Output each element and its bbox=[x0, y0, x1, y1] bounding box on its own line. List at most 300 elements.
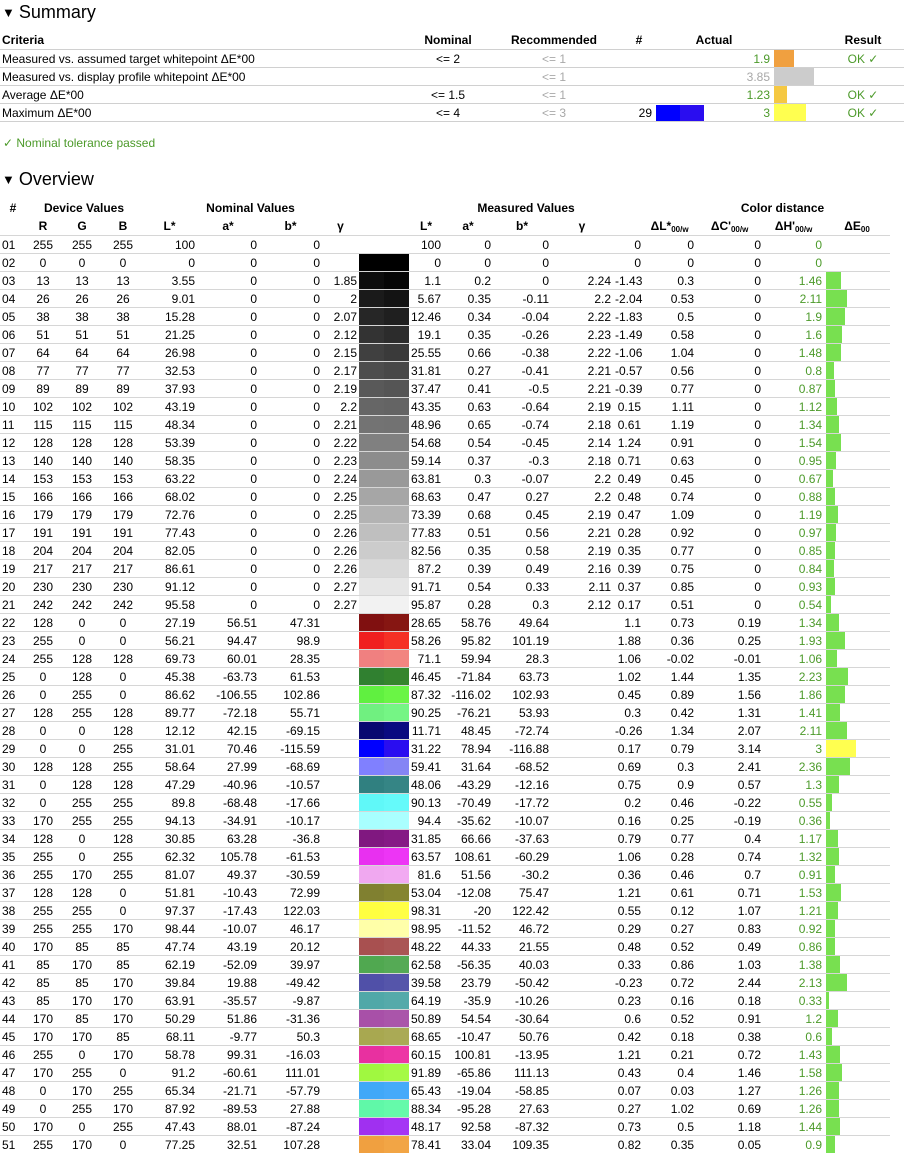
nominal-l-cell: 15.28 bbox=[142, 308, 197, 326]
measured-b-cell: -0.64 bbox=[493, 398, 551, 416]
delta-e-cell: 0.92 bbox=[763, 920, 824, 938]
overview-row bbox=[0, 1118, 906, 1136]
delta-e-cell: 0.97 bbox=[763, 524, 824, 542]
measured-gamma-cell bbox=[551, 1118, 613, 1136]
delta-e-bar-cell bbox=[824, 1010, 890, 1028]
nominal-gamma-cell: 2.26 bbox=[322, 524, 359, 542]
summary-recommended-cell: <= 1 bbox=[484, 68, 624, 86]
patch-swatch bbox=[359, 956, 409, 974]
nominal-l-cell: 50.29 bbox=[142, 1010, 197, 1028]
patch-swatch bbox=[359, 290, 409, 308]
delta-c-cell: -0.02 bbox=[643, 650, 696, 668]
measured-a-cell: 78.94 bbox=[443, 740, 493, 758]
nominal-b-cell: -69.15 bbox=[259, 722, 322, 740]
delta-e-bar-cell bbox=[824, 578, 890, 596]
nominal-color-swatch bbox=[359, 344, 384, 361]
delta-l-cell: 1.1 bbox=[613, 614, 643, 632]
nominal-a-cell: 60.01 bbox=[197, 650, 259, 668]
measured-color-swatch bbox=[384, 650, 409, 667]
device-b-cell: 128 bbox=[104, 650, 142, 668]
delta-h-cell: 0.57 bbox=[696, 776, 763, 794]
collapse-triangle-icon[interactable]: ▼ bbox=[2, 172, 15, 187]
delta-h-cell: 0.83 bbox=[696, 920, 763, 938]
delta-e-cell: 0 bbox=[763, 236, 824, 254]
nominal-b-cell: 50.3 bbox=[259, 1028, 322, 1046]
device-b-cell: 128 bbox=[104, 776, 142, 794]
patch-number-cell: 42 bbox=[0, 974, 26, 992]
collapse-triangle-icon[interactable]: ▼ bbox=[2, 5, 15, 20]
delta-h-cell: 0.18 bbox=[696, 992, 763, 1010]
nominal-l-cell: 21.25 bbox=[142, 326, 197, 344]
delta-e-bar-cell bbox=[824, 650, 890, 668]
delta-e-cell: 1.26 bbox=[763, 1100, 824, 1118]
summary-actual-bar bbox=[774, 50, 794, 67]
patch-swatch bbox=[359, 992, 409, 1010]
measured-l-cell: 59.41 bbox=[411, 759, 442, 774]
measured-color-swatch bbox=[384, 974, 409, 991]
overview-row bbox=[0, 416, 906, 434]
measured-a-cell: 92.58 bbox=[443, 1118, 493, 1136]
patch-number-cell: 08 bbox=[0, 362, 26, 380]
delta-c-cell: 1.09 bbox=[643, 506, 696, 524]
actual-header: Actual bbox=[695, 33, 733, 47]
nominal-a-cell: 63.28 bbox=[197, 830, 259, 848]
measured-a-cell: 100.81 bbox=[443, 1046, 493, 1064]
nominal-gamma-cell bbox=[322, 1064, 359, 1082]
delta-e-bar-cell bbox=[824, 920, 890, 938]
nominal-a-header: a* bbox=[222, 219, 234, 233]
device-b-cell: 170 bbox=[104, 992, 142, 1010]
nominal-l-cell: 77.43 bbox=[142, 524, 197, 542]
overview-row bbox=[0, 812, 906, 830]
measured-l-cell: 91.71 bbox=[411, 579, 442, 594]
delta-h-cell: 0.4 bbox=[696, 830, 763, 848]
delta-e-bar bbox=[826, 524, 836, 541]
measured-a-cell: 0 bbox=[443, 236, 493, 254]
measured-gamma-cell: 2.19 bbox=[551, 542, 613, 560]
delta-e-bar-cell bbox=[824, 1082, 890, 1100]
nominal-gamma-cell: 2.26 bbox=[322, 560, 359, 578]
patch-number-cell: 16 bbox=[0, 506, 26, 524]
device-r-cell: 26 bbox=[26, 290, 60, 308]
delta-e-bar-cell bbox=[824, 1118, 890, 1136]
measured-gamma-cell: 2.14 bbox=[551, 434, 613, 452]
measured-l-cell: 25.55 bbox=[411, 345, 442, 360]
measured-b-cell: 75.47 bbox=[493, 884, 551, 902]
nominal-l-cell: 56.21 bbox=[142, 632, 197, 650]
delta-e-bar-cell bbox=[824, 290, 890, 308]
device-g-cell: 255 bbox=[60, 236, 104, 254]
device-g-cell: 255 bbox=[60, 794, 104, 812]
measured-l-cell: 91.89 bbox=[411, 1065, 442, 1080]
delta-h-cell: 2.44 bbox=[696, 974, 763, 992]
patch-number-cell: 29 bbox=[0, 740, 26, 758]
delta-e-cell: 1.34 bbox=[763, 614, 824, 632]
overview-row bbox=[0, 542, 906, 560]
delta-l-cell: 0.15 bbox=[613, 398, 643, 416]
device-r-cell: 170 bbox=[26, 1064, 60, 1082]
measured-b-cell: -58.85 bbox=[493, 1082, 551, 1100]
measured-l-cell: 77.83 bbox=[411, 525, 442, 540]
delta-e-bar-cell bbox=[824, 434, 890, 452]
delta-e-cell: 1.26 bbox=[763, 1082, 824, 1100]
measured-a-cell: 0.27 bbox=[443, 362, 493, 380]
summary-result-cell: OK ✓ bbox=[822, 104, 904, 122]
delta-h-cell: -0.01 bbox=[696, 650, 763, 668]
patch-number-cell: 51 bbox=[0, 1136, 26, 1154]
delta-e-cell: 0.93 bbox=[763, 578, 824, 596]
overview-row bbox=[0, 632, 906, 650]
nominal-gamma-cell bbox=[322, 740, 359, 758]
delta-e-cell: 1.48 bbox=[763, 344, 824, 362]
nominal-a-cell: 0 bbox=[197, 434, 259, 452]
nominal-gamma-cell bbox=[322, 776, 359, 794]
summary-bar-cell bbox=[774, 86, 822, 104]
nominal-a-cell: 0 bbox=[197, 560, 259, 578]
device-r-cell: 128 bbox=[26, 614, 60, 632]
measured-l-cell: 94.4 bbox=[409, 812, 443, 830]
delta-l-cell: 1.24 bbox=[613, 434, 643, 452]
nominal-l-cell: 63.91 bbox=[142, 992, 197, 1010]
delta-l-cell: -1.43 bbox=[615, 273, 643, 288]
delta-e-bar-cell bbox=[824, 956, 890, 974]
delta-e-bar bbox=[826, 794, 832, 811]
device-b-cell: 170 bbox=[104, 1046, 142, 1064]
overview-row bbox=[0, 1082, 906, 1100]
delta-l-cell: 1.21 bbox=[613, 1046, 643, 1064]
measured-l-cell: 58.26 bbox=[411, 633, 442, 648]
nominal-l-cell: 95.58 bbox=[142, 596, 197, 614]
measured-gamma-cell bbox=[551, 812, 613, 830]
measured-a-cell: -71.84 bbox=[443, 668, 493, 686]
delta-h-cell: 2.41 bbox=[696, 758, 763, 776]
nominal-a-cell: -72.18 bbox=[197, 704, 259, 722]
nominal-color-swatch bbox=[359, 902, 384, 919]
measured-b-cell: -30.64 bbox=[493, 1010, 551, 1028]
patch-swatch bbox=[359, 902, 409, 920]
patch-swatch bbox=[359, 596, 409, 614]
nominal-b-cell: 0 bbox=[259, 596, 322, 614]
delta-l-cell: 0.23 bbox=[613, 992, 643, 1010]
delta-h-cell: 0 bbox=[696, 380, 763, 398]
delta-e-bar bbox=[826, 974, 847, 991]
measured-color-swatch bbox=[384, 290, 409, 307]
delta-h-cell: 1.03 bbox=[696, 956, 763, 974]
delta-e-bar bbox=[826, 668, 848, 685]
device-r-cell: 115 bbox=[26, 416, 60, 434]
nominal-color-swatch bbox=[359, 326, 384, 343]
measured-b-cell: -0.5 bbox=[493, 380, 551, 398]
nominal-l-cell: 72.76 bbox=[142, 506, 197, 524]
delta-e-bar-cell bbox=[824, 992, 890, 1010]
device-g-cell: 89 bbox=[60, 380, 104, 398]
measured-a-cell: -10.47 bbox=[443, 1028, 493, 1046]
delta-h-cell: 0 bbox=[696, 272, 763, 290]
measured-a-cell: 58.76 bbox=[443, 614, 493, 632]
criteria-header: Criteria bbox=[2, 33, 45, 47]
delta-c-cell: 0.79 bbox=[643, 740, 696, 758]
delta-e-cell: 1.06 bbox=[763, 650, 824, 668]
measured-gamma-cell bbox=[551, 668, 613, 686]
delta-l-cell: 0.6 bbox=[613, 1010, 643, 1028]
device-b-cell: 0 bbox=[104, 668, 142, 686]
delta-e-cell: 1.44 bbox=[763, 1118, 824, 1136]
nominal-color-swatch bbox=[359, 776, 384, 793]
measured-color-swatch bbox=[384, 920, 409, 937]
summary-recommended-cell: <= 1 bbox=[484, 86, 624, 104]
nominal-l-cell: 94.13 bbox=[142, 812, 197, 830]
delta-e-bar-cell bbox=[824, 506, 890, 524]
nominal-gamma-cell bbox=[322, 1136, 359, 1154]
measured-gamma-cell bbox=[551, 236, 613, 254]
device-b-cell: 115 bbox=[104, 416, 142, 434]
device-r-cell: 255 bbox=[26, 650, 60, 668]
measured-color-swatch bbox=[384, 488, 409, 505]
nominal-l-cell: 27.19 bbox=[142, 614, 197, 632]
measured-color-swatch bbox=[384, 740, 409, 757]
nominal-b-cell: -87.24 bbox=[259, 1118, 322, 1136]
patch-number-cell: 12 bbox=[0, 434, 26, 452]
delta-e-bar-cell bbox=[824, 596, 890, 614]
measured-a-cell: 0.41 bbox=[443, 380, 493, 398]
delta-e-cell: 1.19 bbox=[763, 506, 824, 524]
patch-number-cell: 15 bbox=[0, 488, 26, 506]
device-g-cell: 102 bbox=[60, 398, 104, 416]
device-g-cell: 128 bbox=[60, 434, 104, 452]
delta-h-cell: 0.49 bbox=[696, 938, 763, 956]
device-b-cell: 170 bbox=[104, 1010, 142, 1028]
overview-title[interactable] bbox=[2, 169, 94, 190]
delta-e-bar-cell bbox=[824, 848, 890, 866]
nominal-gamma-cell bbox=[322, 1118, 359, 1136]
delta-c-cell: 0.52 bbox=[643, 1010, 696, 1028]
measured-a-cell: 0.65 bbox=[443, 416, 493, 434]
patch-swatch bbox=[359, 632, 409, 650]
nominal-gamma-cell bbox=[322, 668, 359, 686]
device-b-cell: 26 bbox=[104, 290, 142, 308]
measured-a-cell: -76.21 bbox=[443, 704, 493, 722]
summary-title[interactable] bbox=[2, 2, 96, 23]
summary-num-cell bbox=[624, 86, 654, 104]
delta-e-bar bbox=[826, 992, 829, 1009]
overview-row bbox=[0, 902, 906, 920]
patch-number-cell: 49 bbox=[0, 1100, 26, 1118]
delta-h-cell: 0.72 bbox=[696, 1046, 763, 1064]
delta-h-cell: 2.07 bbox=[696, 722, 763, 740]
measured-color-swatch bbox=[384, 614, 409, 631]
device-g-cell: 85 bbox=[60, 974, 104, 992]
delta-c-cell: 0.3 bbox=[643, 272, 696, 290]
device-r-cell: 170 bbox=[26, 1028, 60, 1046]
delta-h-cell: 0 bbox=[696, 560, 763, 578]
patch-swatch bbox=[359, 470, 409, 488]
delta-e-bar bbox=[826, 776, 839, 793]
summary-actual-cell bbox=[654, 86, 774, 104]
measured-l-cell: 59.14 bbox=[411, 453, 442, 468]
nominal-b-cell: 0 bbox=[259, 452, 322, 470]
measured-gamma-cell bbox=[551, 740, 613, 758]
patch-swatch bbox=[359, 434, 409, 452]
nominal-b-cell: 0 bbox=[259, 434, 322, 452]
delta-l-cell: 0.29 bbox=[613, 920, 643, 938]
delta-l-cell: 0.17 bbox=[613, 596, 643, 614]
result-header: Result bbox=[844, 33, 882, 47]
nominal-color-swatch bbox=[359, 974, 384, 991]
delta-e-cell: 1.46 bbox=[763, 272, 824, 290]
delta-e-bar-cell bbox=[824, 884, 890, 902]
nominal-gamma-cell: 2.27 bbox=[322, 596, 359, 614]
delta-e-bar bbox=[826, 614, 839, 631]
device-b-cell: 85 bbox=[104, 938, 142, 956]
measured-gamma-cell bbox=[551, 884, 613, 902]
delta-c-cell: 0.86 bbox=[643, 956, 696, 974]
overview-row bbox=[0, 488, 906, 506]
device-b-cell: 153 bbox=[104, 470, 142, 488]
measured-l-cell: 31.81 bbox=[411, 363, 442, 378]
summary-num-cell bbox=[624, 50, 654, 68]
delta-l-cell: 0.35 bbox=[613, 542, 643, 560]
nominal-a-cell: 42.15 bbox=[197, 722, 259, 740]
device-g-cell: 0 bbox=[60, 848, 104, 866]
measured-gamma-cell bbox=[551, 1046, 613, 1064]
nominal-color-swatch bbox=[359, 236, 384, 253]
measured-color-swatch bbox=[384, 1100, 409, 1117]
device-b-cell: 255 bbox=[104, 848, 142, 866]
nominal-b-cell: 0 bbox=[259, 380, 322, 398]
measured-color-swatch bbox=[384, 470, 409, 487]
measured-b-cell: 111.13 bbox=[493, 1064, 551, 1082]
measured-gamma-cell: 2.19 bbox=[551, 506, 613, 524]
delta-e-bar bbox=[826, 578, 835, 595]
measured-gamma-cell: 2.22 bbox=[551, 308, 613, 326]
device-g-cell: 255 bbox=[60, 1100, 104, 1118]
measured-l-cell: 5.67 bbox=[409, 290, 443, 308]
delta-l-cell: -0.57 bbox=[615, 363, 643, 378]
measured-l-cell: 43.35 bbox=[411, 399, 442, 414]
measured-b-header: b* bbox=[516, 219, 529, 233]
delta-e-bar-cell bbox=[824, 524, 890, 542]
delta-c-cell: 0.3 bbox=[643, 758, 696, 776]
measured-a-cell: 44.33 bbox=[443, 938, 493, 956]
device-b-cell: 255 bbox=[104, 758, 142, 776]
delta-l-cell: 1.06 bbox=[613, 650, 643, 668]
delta-l-cell: 0.37 bbox=[613, 578, 643, 596]
measured-color-swatch bbox=[384, 938, 409, 955]
measured-b-cell: 0.33 bbox=[493, 578, 551, 596]
delta-h-cell: 0 bbox=[696, 416, 763, 434]
delta-h-cell: 0.05 bbox=[696, 1136, 763, 1154]
delta-h-cell: 0.71 bbox=[696, 884, 763, 902]
nominal-l-cell: 68.11 bbox=[142, 1028, 197, 1046]
patch-swatch bbox=[359, 1082, 409, 1100]
delta-e-bar-cell bbox=[824, 776, 890, 794]
delta-l-cell: 1.21 bbox=[613, 884, 643, 902]
overview-row bbox=[0, 722, 906, 740]
delta-h-cell: 0 bbox=[696, 524, 763, 542]
patch-number-cell: 47 bbox=[0, 1064, 26, 1082]
measured-b-cell: 53.93 bbox=[493, 704, 551, 722]
num-header: # bbox=[635, 33, 643, 47]
patch-number-cell: 23 bbox=[0, 632, 26, 650]
delta-c-cell: 0.12 bbox=[643, 902, 696, 920]
device-g-cell: 191 bbox=[60, 524, 104, 542]
patch-number-cell: 25 bbox=[0, 668, 26, 686]
nominal-l-cell: 26.98 bbox=[142, 344, 197, 362]
nominal-color-swatch bbox=[359, 560, 384, 577]
device-b-cell: 0 bbox=[104, 1064, 142, 1082]
device-g-cell: 0 bbox=[60, 1118, 104, 1136]
delta-e-bar-cell bbox=[824, 812, 890, 830]
measured-l-cell: 90.13 bbox=[411, 795, 442, 810]
measured-l-cell: 19.1 bbox=[409, 326, 443, 344]
overview-row bbox=[0, 704, 906, 722]
delta-l-cell: 0.48 bbox=[613, 488, 643, 506]
nominal-b-cell: 46.17 bbox=[259, 920, 322, 938]
delta-h-cell: -0.19 bbox=[696, 812, 763, 830]
delta-l-cell: 0.75 bbox=[613, 776, 643, 794]
device-g-cell: 170 bbox=[60, 1028, 104, 1046]
nominal-color-swatch bbox=[359, 830, 384, 847]
nominal-b-cell: 0 bbox=[259, 398, 322, 416]
device-r-cell: 13 bbox=[26, 272, 60, 290]
nominal-color-swatch bbox=[359, 866, 384, 883]
measured-gamma-cell: 2.23 bbox=[551, 326, 613, 344]
delta-e-bar-cell bbox=[824, 974, 890, 992]
delta-h-cell: 1.35 bbox=[696, 668, 763, 686]
nominal-a-cell: 0 bbox=[197, 326, 259, 344]
nominal-color-swatch bbox=[359, 992, 384, 1009]
measured-a-cell: 0 bbox=[443, 254, 493, 272]
measured-a-cell: 31.64 bbox=[443, 758, 493, 776]
nominal-b-cell: 0 bbox=[259, 290, 322, 308]
measured-l-cell: 98.95 bbox=[411, 921, 442, 936]
nominal-color-swatch bbox=[359, 542, 384, 559]
delta-h-cell: 0 bbox=[696, 398, 763, 416]
delta-e-bar bbox=[826, 920, 835, 937]
delta-e-cell: 1.93 bbox=[763, 632, 824, 650]
measured-gamma-cell bbox=[551, 1064, 613, 1082]
delta-c-cell: 0.36 bbox=[643, 632, 696, 650]
patch-swatch bbox=[359, 704, 409, 722]
delta-h-cell: 1.18 bbox=[696, 1118, 763, 1136]
patch-swatch bbox=[359, 920, 409, 938]
device-b-cell: 204 bbox=[104, 542, 142, 560]
delta-e-bar bbox=[826, 434, 841, 451]
device-g-cell: 26 bbox=[60, 290, 104, 308]
delta-e-bar bbox=[826, 848, 839, 865]
delta-e-bar bbox=[826, 650, 837, 667]
device-g-cell: 0 bbox=[60, 1046, 104, 1064]
device-b-cell: 77 bbox=[104, 362, 142, 380]
overview-row bbox=[0, 560, 906, 578]
delta-e-cell: 1.53 bbox=[763, 884, 824, 902]
delta-e-cell: 0.85 bbox=[763, 542, 824, 560]
measured-l-cell: 48.06 bbox=[411, 777, 442, 792]
nominal-a-cell: -40.96 bbox=[197, 776, 259, 794]
delta-e-cell: 1.41 bbox=[763, 704, 824, 722]
patch-number-cell: 24 bbox=[0, 650, 26, 668]
measured-l-cell: 90.25 bbox=[411, 705, 442, 720]
nominal-gamma-cell bbox=[322, 1082, 359, 1100]
patch-swatch bbox=[359, 272, 409, 290]
delta-e-bar-cell bbox=[824, 902, 890, 920]
patch-number-cell: 14 bbox=[0, 470, 26, 488]
delta-e-bar bbox=[826, 596, 831, 613]
delta-h-cell: 1.56 bbox=[696, 686, 763, 704]
patch-number-cell: 37 bbox=[0, 884, 26, 902]
measured-b-cell: -116.88 bbox=[493, 740, 551, 758]
nominal-gamma-cell bbox=[322, 614, 359, 632]
